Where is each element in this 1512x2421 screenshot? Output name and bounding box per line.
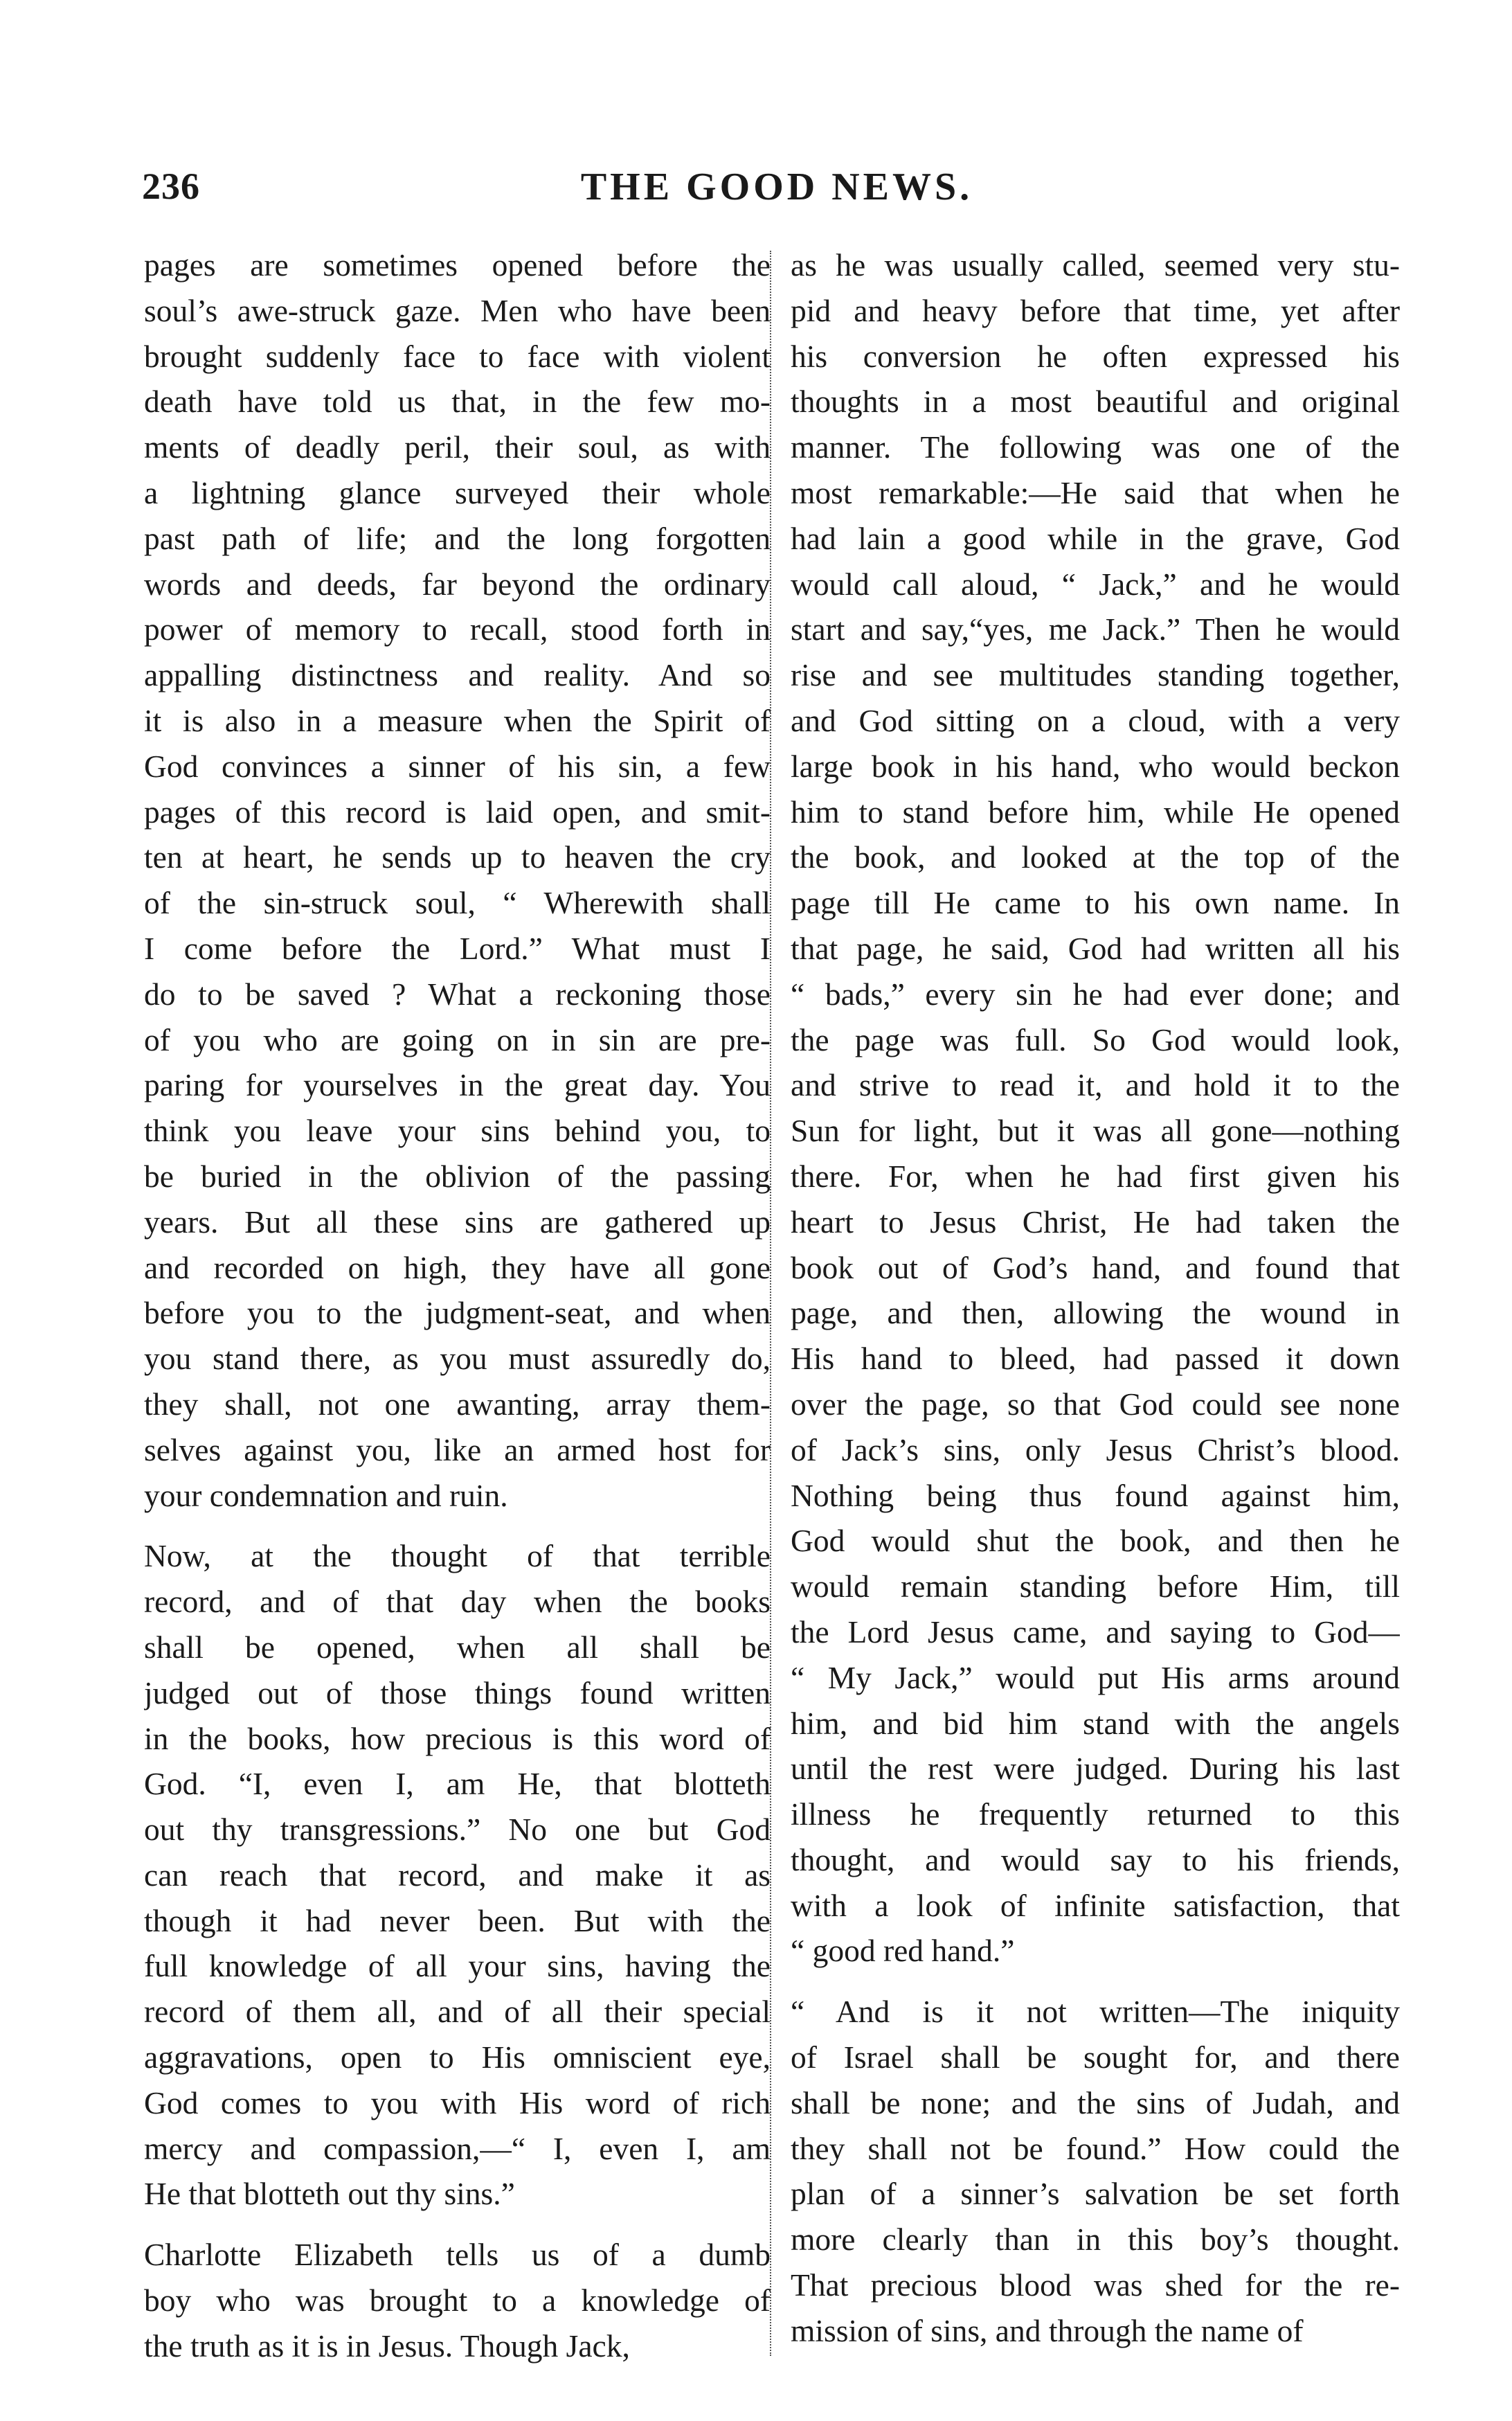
- text-line: thoughts in a most beautiful and original: [791, 384, 1400, 420]
- text-line: with a look of infinite satisfaction, that: [791, 1887, 1400, 1923]
- text-line: rise and see multitudes standing together,: [791, 657, 1400, 693]
- text-line: God convinces a sinner of his sin, a few: [144, 748, 771, 784]
- text-line: had lain a good while in the grave, God: [791, 520, 1400, 556]
- text-line: record of them all, and of all their special: [144, 1994, 771, 2030]
- text-line: “ good red hand.”: [791, 1933, 1015, 1969]
- text-line: as he was usually called, seemed very stu-: [791, 247, 1400, 283]
- page-number: 236: [142, 166, 200, 207]
- text-line: be buried in the oblivion of the passing: [144, 1158, 771, 1194]
- text-line: death have told us that, in the few mo-: [144, 384, 771, 420]
- text-line: thought, and would say to his friends,: [791, 1841, 1400, 1877]
- text-line: mission of sins, and through the name of: [791, 2312, 1304, 2348]
- text-line: would remain standing before Him, till: [791, 1569, 1400, 1605]
- text-line: God comes to you with His word of rich: [144, 2084, 771, 2120]
- text-line: judged out of those things found written: [144, 1674, 771, 1710]
- text-line: there. For, when he had first given his: [791, 1158, 1400, 1194]
- text-line: him, and bid him stand with the angels: [791, 1705, 1400, 1741]
- text-line: until the rest were judged. During his last: [791, 1751, 1400, 1787]
- text-line: of Jack’s sins, only Jesus Christ’s blood.: [791, 1431, 1400, 1467]
- text-line: “ My Jack,” would put His arms around: [791, 1659, 1400, 1695]
- text-line: words and deeds, far beyond the ordinary: [144, 566, 771, 602]
- text-line: and strive to read it, and hold it to the: [791, 1067, 1400, 1103]
- text-line: the truth as it is in Jesus. Though Jack,: [144, 2328, 630, 2364]
- text-line: and God sitting on a cloud, with a very: [791, 702, 1400, 738]
- text-line: I come before the Lord.” What must I: [144, 930, 771, 966]
- text-line: it is also in a measure when the Spirit of: [144, 702, 771, 738]
- text-line: full knowledge of all your sins, having the: [144, 1948, 771, 1984]
- text-line: shall be opened, when all shall be: [144, 1629, 771, 1665]
- text-line: mercy and compassion,—“ I, even I, am: [144, 2130, 771, 2166]
- text-line: “ bads,” every sin he had ever done; and: [791, 976, 1400, 1012]
- text-line: would call aloud, “ Jack,” and he would: [791, 566, 1400, 602]
- text-line: “ And is it not written—The iniquity: [791, 1994, 1400, 2030]
- column-divider: [770, 251, 771, 2356]
- left-column: [144, 242, 771, 2369]
- text-line: your condemnation and ruin.: [144, 1477, 508, 1513]
- text-line: large book in his hand, who would beckon: [791, 748, 1400, 784]
- text-line: ten at heart, he sends up to heaven the cry: [144, 839, 771, 875]
- text-line: and recorded on high, they have all gone: [144, 1249, 771, 1285]
- text-line: His hand to bleed, had passed it down: [791, 1341, 1400, 1377]
- text-line: illness he frequently returned to this: [791, 1796, 1400, 1832]
- text-line: before you to the judgment-seat, and when: [144, 1295, 771, 1331]
- text-line: start and say,“yes, me Jack.” Then he would: [791, 611, 1400, 647]
- text-line: most remarkable:—He said that when he: [791, 474, 1400, 510]
- text-line: though it had never been. But with the: [144, 1902, 771, 1938]
- text-line: page, and then, allowing the wound in: [791, 1295, 1400, 1331]
- paragraph-gap: [791, 1974, 1400, 1989]
- right-column: [791, 242, 1400, 2354]
- text-line: do to be saved ? What a reckoning those: [144, 976, 771, 1012]
- text-line: God would shut the book, and then he: [791, 1523, 1400, 1559]
- text-line: they shall not be found.” How could the: [791, 2130, 1400, 2166]
- text-line: paring for yourselves in the great day. You: [144, 1067, 771, 1103]
- text-line: they shall, not one awanting, array them-: [144, 1386, 771, 1422]
- text-line: shall be none; and the sins of Judah, and: [791, 2084, 1400, 2120]
- text-line: pid and heavy before that time, yet after: [791, 292, 1400, 328]
- text-line: years. But all these sins are gathered up: [144, 1204, 771, 1240]
- text-line: him to stand before him, while He opened: [791, 794, 1400, 830]
- text-line: record, and of that day when the books: [144, 1584, 771, 1620]
- text-line: can reach that record, and make it as: [144, 1857, 771, 1893]
- text-line: Nothing being thus found against him,: [791, 1477, 1400, 1513]
- text-line: page till He came to his own name. In: [791, 885, 1400, 921]
- text-line: soul’s awe-struck gaze. Men who have been: [144, 292, 771, 328]
- text-line: Now, at the thought of that terrible: [144, 1538, 771, 1574]
- text-line: over the page, so that God could see none: [791, 1386, 1400, 1422]
- text-line: brought suddenly face to face with violent: [144, 338, 771, 374]
- running-head: THE GOOD NEWS.: [580, 166, 973, 208]
- text-line: in the books, how precious is this word of: [144, 1720, 771, 1756]
- text-line: a lightning glance surveyed their whole: [144, 474, 771, 510]
- text-line: past path of life; and the long forgotten: [144, 520, 771, 556]
- text-line: the Lord Jesus came, and saying to God—: [791, 1614, 1400, 1650]
- text-line: more clearly than in this boy’s thought.: [791, 2222, 1400, 2258]
- text-line: Charlotte Elizabeth tells us of a dumb: [144, 2237, 771, 2273]
- text-line: book out of God’s hand, and found that: [791, 1249, 1400, 1285]
- text-line: of the sin-struck soul, “ Wherewith shall: [144, 885, 771, 921]
- text-line: the page was full. So God would look,: [791, 1021, 1400, 1057]
- text-line: aggravations, open to His omniscient eye,: [144, 2039, 771, 2075]
- text-line: out thy transgressions.” No one but God: [144, 1812, 771, 1848]
- paragraph-gap: [144, 1518, 771, 1533]
- text-line: power of memory to recall, stood forth in: [144, 611, 771, 647]
- text-line: appalling distinctness and reality. And so: [144, 657, 771, 693]
- text-line: That precious blood was shed for the re-: [791, 2267, 1400, 2303]
- text-line: ments of deadly peril, their soul, as with: [144, 429, 771, 465]
- text-line: He that blotteth out thy sins.”: [144, 2176, 515, 2212]
- text-line: his conversion he often expressed his: [791, 338, 1400, 374]
- text-line: God. “I, even I, am He, that blotteth: [144, 1766, 771, 1802]
- text-line: that page, he said, God had written all his: [791, 930, 1400, 966]
- text-line: plan of a sinner’s salvation be set forth: [791, 2176, 1400, 2212]
- text-line: Sun for light, but it was all gone—nothing: [791, 1113, 1400, 1149]
- text-line: manner. The following was one of the: [791, 429, 1400, 465]
- text-line: pages are sometimes opened before the: [144, 247, 771, 283]
- text-line: think you leave your sins behind you, to: [144, 1113, 771, 1149]
- text-line: boy who was brought to a knowledge of: [144, 2282, 771, 2319]
- text-line: selves against you, like an armed host for: [144, 1431, 771, 1467]
- text-line: you stand there, as you must assuredly do,: [144, 1341, 771, 1377]
- text-line: of you who are going on in sin are pre-: [144, 1021, 771, 1057]
- text-line: of Israel shall be sought for, and there: [791, 2039, 1400, 2075]
- text-line: the book, and looked at the top of the: [791, 839, 1400, 875]
- text-line: pages of this record is laid open, and smit-: [144, 794, 771, 830]
- text-line: heart to Jesus Christ, He had taken the: [791, 1204, 1400, 1240]
- paragraph-gap: [144, 2217, 771, 2232]
